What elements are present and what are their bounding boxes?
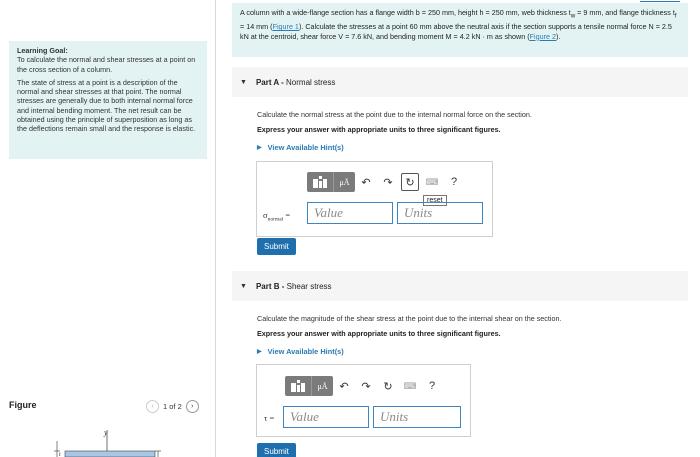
figure-y-label: y (104, 428, 108, 437)
figure-2-link[interactable]: Figure 2 (529, 31, 557, 41)
figure-page-indicator: 1 of 2 (163, 402, 182, 411)
part-a-hint-link[interactable] (257, 143, 344, 152)
part-a-express: Express your answer with appropriate units to three significant figures. (257, 125, 501, 134)
part-b-header[interactable] (232, 271, 688, 301)
part-b-toolbar (285, 376, 443, 396)
part-a-toolbar (307, 172, 465, 192)
template-grid-button[interactable] (285, 376, 311, 396)
part-a-answer-box (256, 161, 493, 237)
problem-sub-w: w (570, 13, 576, 20)
hint-expand-icon: ▶ (257, 349, 262, 355)
learning-goal-description: The state of stress at a point is a description of the normal and shear stresses at that point. The normal stresses are generally due to both internal normal force and internal bending moment. The net result can be obtained using the principle of superposition as long as the deflections remain small and the response is elastic. (17, 77, 196, 134)
part-a-units-input[interactable]: Units (397, 202, 483, 224)
reset-tooltip: reset (423, 195, 447, 206)
sigma-normal-label (263, 210, 290, 223)
sigma-symbol: σ (263, 210, 268, 220)
part-b-title: Shear stress (286, 281, 332, 291)
grid-icon (291, 380, 305, 392)
part-a-hint-label: View Available Hint(s) (267, 143, 344, 152)
left-panel (0, 0, 216, 457)
figure-next-button[interactable]: › (186, 400, 199, 413)
problem-text-2: ). Calculate the stresses at a point 60 mm above the neutral axis if the section supports a tensile normal force N = 2.5 kN at the centroid, shear force V = 7.6 kN, and bending moment M = 4.2 kN · m as shown ( (240, 22, 672, 41)
part-b-hint-label: View Available Hint(s) (267, 347, 344, 356)
part-a-header[interactable] (232, 67, 688, 97)
learning-goal-title: Learning Goal: (17, 46, 68, 55)
figure-title: Figure (9, 400, 37, 410)
redo-icon[interactable]: ↷ (361, 380, 371, 393)
tau-symbol: τ (264, 413, 268, 423)
problem-text-1: A column with a wide-flange section has a flange width b = 250 mm, height h = 250 mm, web thickness t (240, 8, 571, 17)
units-button[interactable]: μÅ (333, 172, 355, 192)
figure-drawing (40, 426, 180, 457)
figure-flange (65, 451, 155, 457)
learning-goal-text: To calculate the normal and shear stresses at a point on the cross section of a column. (17, 55, 196, 74)
part-a-title: Normal stress (286, 77, 336, 87)
equals-sign: = (285, 210, 291, 220)
figure-dimension-label: t (59, 452, 61, 457)
equals-sign: = (269, 413, 275, 423)
undo-icon[interactable]: ↶ (361, 176, 371, 189)
reset-icon[interactable]: ↻ (383, 380, 393, 393)
part-b-submit-button[interactable]: Submit (257, 443, 296, 457)
hint-expand-icon: ▶ (257, 145, 262, 151)
part-a-instruction: Calculate the normal stress at the point due to the internal normal force on the section. (257, 110, 532, 119)
tau-label (264, 413, 274, 423)
sigma-subscript: normal (267, 216, 284, 223)
part-a-value-input[interactable]: Value (307, 202, 393, 224)
reset-icon[interactable]: ↻ (401, 173, 419, 191)
part-b-answer-box (256, 364, 471, 437)
learning-goal-box (9, 41, 207, 159)
undo-icon[interactable]: ↶ (339, 380, 349, 393)
problem-statement (232, 3, 688, 57)
problem-text-1b: = 9 mm, and flange thickness t (575, 8, 675, 17)
units-button[interactable]: μÅ (311, 376, 333, 396)
part-b-label: Part B - (255, 281, 285, 291)
redo-icon[interactable]: ↷ (383, 176, 393, 189)
figure-1-link[interactable]: Figure 1 (272, 22, 299, 32)
problem-text-3: ). (556, 31, 561, 41)
figure-prev-button[interactable]: ‹ (146, 400, 159, 413)
help-icon[interactable]: ? (428, 380, 436, 392)
part-b-units-input[interactable]: Units (373, 406, 461, 428)
help-icon[interactable]: ? (450, 176, 458, 188)
part-b-express: Express your answer with appropriate units to three significant figures. (257, 329, 501, 338)
part-b-hint-link[interactable] (257, 347, 344, 356)
keyboard-icon[interactable]: ⌨ (403, 380, 417, 391)
part-a-label: Part A - (255, 77, 284, 87)
figure-pager (146, 400, 199, 413)
template-grid-button[interactable] (307, 172, 333, 192)
part-a-collapse-icon[interactable]: ▼ (240, 78, 247, 86)
problem-text-1c: = 14 mm ( (240, 22, 273, 32)
review-link[interactable] (640, 0, 680, 2)
grid-icon (313, 176, 327, 188)
part-b-instruction: Calculate the magnitude of the shear stress at the point due to the internal shear on the section. (257, 314, 562, 323)
part-b-collapse-icon[interactable]: ▼ (240, 282, 247, 290)
part-b-value-input[interactable]: Value (283, 406, 369, 428)
keyboard-icon[interactable]: ⌨ (425, 176, 439, 187)
problem-sub-f: f (674, 13, 677, 20)
part-a-submit-button[interactable]: Submit (257, 238, 296, 255)
